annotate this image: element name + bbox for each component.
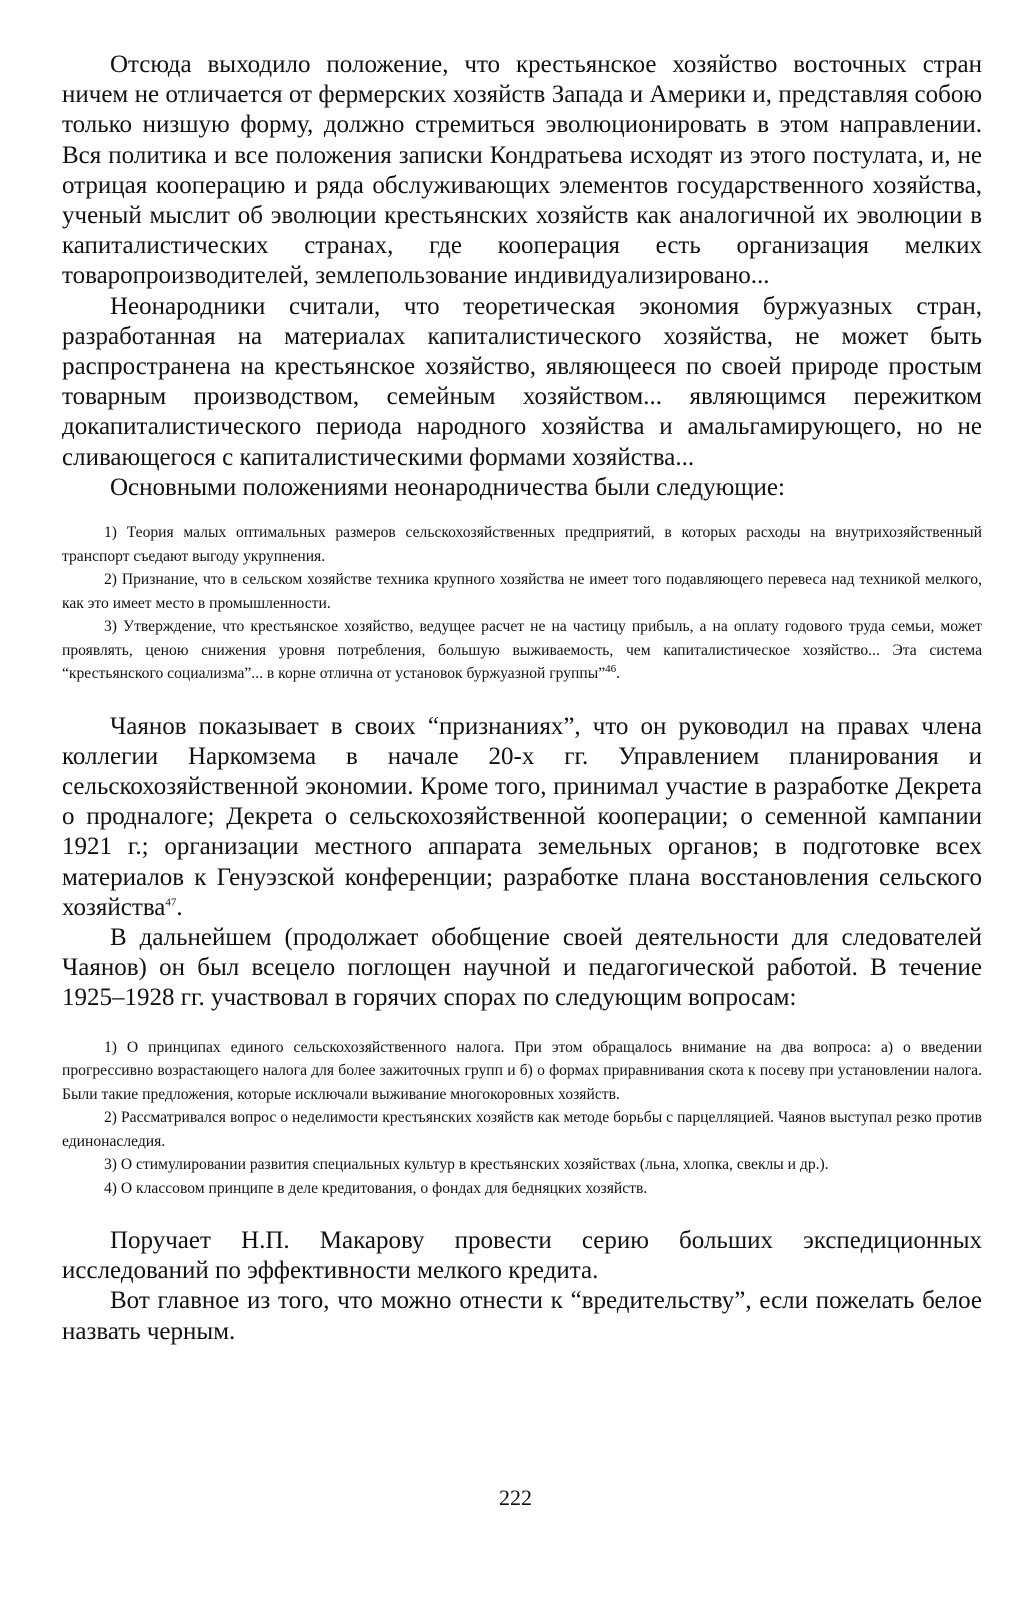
paragraph-chayanov-text: Чаянов показывает в своих “признаниях”, что он руководил на правах члена коллегии Наркомзема в начале 20-х гг. Управлением планирования и сельскохозяйственной экономии. Кроме того, принимал участие в разработке Декрета о продналоге; Декрета о сельскохозяйственной кооперации; о семенной кампании 1921 г.; организации местного аппарата земельных органов; в подготовке всех материалов к Генуэзской конференции; разработке плана восстановления сельского хозяйства xyxy=(62,712,982,921)
footnote-ref: 46 xyxy=(605,662,617,675)
dispute-item: 4) О классовом принципе в деле кредитования, о фондах для бедняцких хозяйств. xyxy=(104,1179,648,1197)
paragraph-chayanov xyxy=(62,712,982,923)
paragraph-conclusion: Вот главное из того, что можно отнести к “вредительству”, если пожелать белое назвать черным. xyxy=(62,1287,982,1345)
page-body xyxy=(62,50,982,1347)
dispute-item: 3) О стимулировании развития специальных культур в крестьянских хозяйствах (льна, хлопка, свеклы и др.). xyxy=(104,1156,829,1174)
principle-item-tail: . xyxy=(616,665,621,683)
paragraph-kondratiev: Отсюда выходило положение, что крестьянское хозяйство восточных стран ничем не отличается от фермерских хозяйств Запада и Америки и, представляя собою только низшую форму, должно стремиться эволюционировать в этом направлении. Вся политика и все положения записки Кондратьева исходят из этого постулата, и, не отрицая кооперацию и ряда обслуживающих элементов государственного хозяйства, ученый мыслит об эволюции крестьянских хозяйств как аналогичной их эволюции в капиталистических странах, где кооперация есть организация мелких товаропроизводителей, землепользование индивидуализировано... xyxy=(62,51,982,290)
dispute-item: 2) Рассматривался вопрос о неделимости крестьянских хозяйств как методе борьбы с парцелляцией. Чаянов выступал резко против единонаследия. xyxy=(62,1109,982,1150)
paragraph-later-work: В дальнейшем (продолжает обобщение своей деятельности для следователей Чаянов) он был всецело поглощен научной и педагогической работой. В течение 1925–1928 гг. участвовал в горячих спорах по следующим вопросам: xyxy=(62,923,982,1012)
page-number: 222 xyxy=(499,1485,532,1510)
paragraph-chayanov-tail: . xyxy=(176,893,183,921)
paragraph-neonarodniki: Неонародники считали, что теоретическая экономия буржуазных стран, разработанная на материалах капиталистического хозяйства, не может быть распространена на крестьянское хозяйство, являющееся по своей природе простым товарным производством, семейным хозяйством... являющимся пережитком докапиталистического периода народного хозяйства и амальгамирующего, но не сливающегося с капиталистическими формами хозяйства... xyxy=(62,292,982,471)
principle-item: 2) Признание, что в сельском хозяйстве техника крупного хозяйства не имеет того подавляющего перевеса над техникой мелкого, как это имеет место в промышленности. xyxy=(62,571,982,612)
paragraph-makarov: Поручает Н.П. Макарову провести серию больших экспедиционных исследований по эффективности мелкого кредита. xyxy=(62,1227,982,1285)
principles-list xyxy=(62,521,982,686)
disputes-list xyxy=(62,1036,982,1201)
dispute-item: 1) О принципах единого сельскохозяйственного налога. При этом обращалось внимание на два вопроса: а) о введении прогрессивно возрастающего налога для более зажиточных групп и б) о формах приравнивания скота к посеву при установлении налога. Были такие предложения, которые исключали выживание многокоровных хозяйств. xyxy=(62,1038,982,1103)
principle-item xyxy=(62,615,982,686)
principle-item: 1) Теория малых оптимальных размеров сельскохозяйственных предприятий, в которых расходы на внутрихозяйственный транспорт съедают выгоду укрупнения. xyxy=(62,524,982,565)
paragraph-principles-intro: Основными положениями неонародничества были следующие: xyxy=(110,473,785,501)
principle-item-text: 3) Утверждение, что крестьянское хозяйство, ведущее расчет не на частицу прибыль, а на оплату годового труда семьи, может проявлять, ценою снижения уровня потребления, большую выживаемость, чем капиталистическое хозяйство... Эта система “крестьянского социализма”... в корне отлична от установок буржуазной группы” xyxy=(62,618,982,683)
footnote-ref: 47 xyxy=(165,896,177,909)
